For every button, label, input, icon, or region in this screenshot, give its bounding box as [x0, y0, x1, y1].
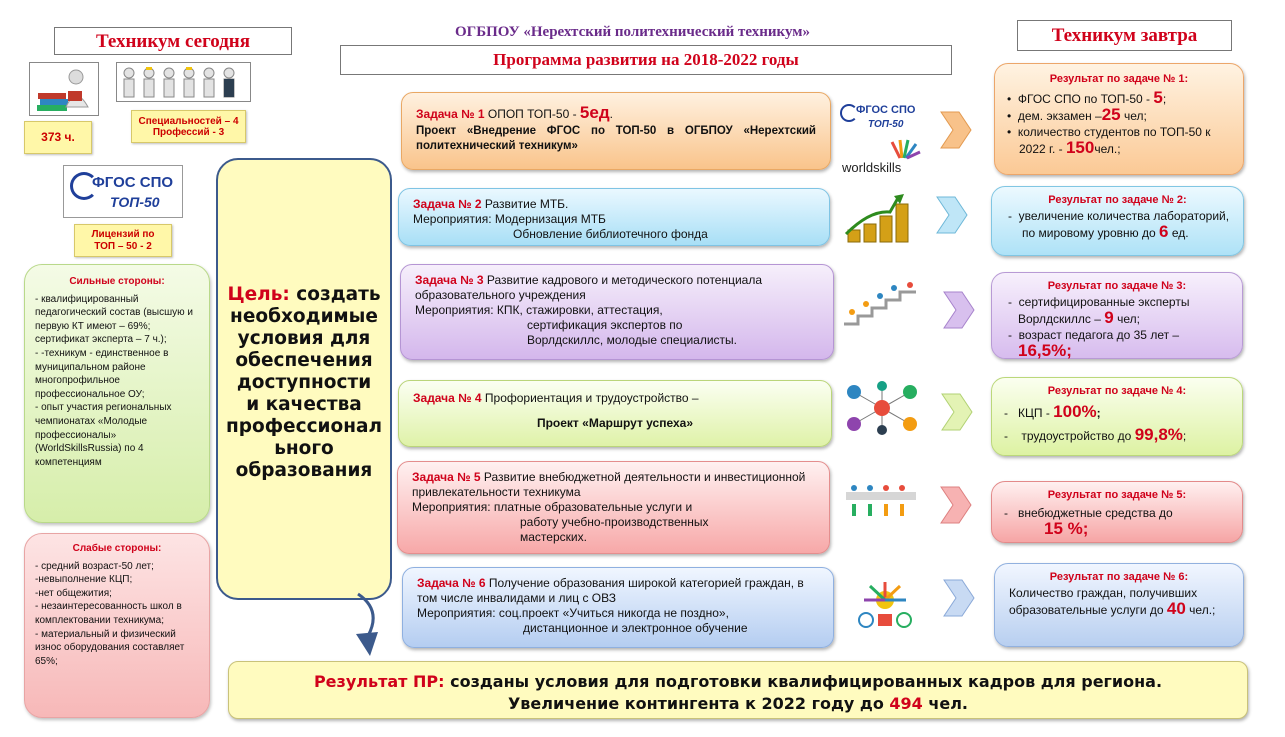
- puzzle-people-icon: [842, 482, 920, 522]
- task-line: Ворлдскиллс, молодые специалисты.: [527, 333, 737, 347]
- task-value: 5ед: [579, 103, 610, 122]
- weaknesses-panel: [24, 533, 210, 718]
- result-text: увеличение количества лабораторий, по мировому уровню до: [1018, 208, 1230, 240]
- result-tail: ед.: [1171, 226, 1189, 240]
- strength-item: - квалифицированный педагогический состав (высшую и первую КТ имеют – 69%; сертификат эксперта – 7 ч.);: [35, 293, 193, 346]
- task-label: Задача № 5: [412, 470, 481, 484]
- goal-line: необходимые: [230, 306, 378, 327]
- worldskills-text: worldskills: [842, 160, 902, 175]
- chevron-right-icon: [937, 485, 973, 525]
- task-line: Мероприятия: платные образовательные услуги и: [412, 500, 693, 514]
- result-1-box: Результат по задаче № 1: • ФГОС СПО по ТОП-50 - 5; • дем. экзамен –25 чел; • количество студентов по ТОП-50 к 2022 г. - 150чел.;: [994, 63, 1244, 175]
- result-2-box: Результат по задаче № 2: - увеличение количества лабораторий, по мировому уровню до 6 ед.: [991, 186, 1244, 256]
- chevron-right-icon: [940, 290, 976, 330]
- task-5-box: [397, 461, 830, 554]
- task-1-box: [401, 92, 831, 170]
- final-result-box: [228, 661, 1248, 719]
- task-tail: .: [609, 107, 613, 121]
- final-value: 494: [889, 694, 923, 713]
- strengths-panel: [24, 264, 210, 523]
- goal-line: ьного: [274, 438, 334, 459]
- result-tail: ;: [1096, 405, 1101, 420]
- workers-group-icon: [116, 62, 251, 102]
- worldskills-logo: [840, 138, 922, 176]
- result-tail: чел;: [1123, 109, 1147, 123]
- goal-to-result-arrow-icon: [330, 590, 390, 665]
- task-line: Мероприятия: соц.проект «Учиться никогда не поздно»,: [417, 606, 729, 620]
- licenses-line1: Лицензий по: [91, 229, 155, 240]
- result-value: 40: [1166, 599, 1186, 618]
- result-title: Результат по задаче № 3:: [1047, 280, 1187, 292]
- professions-count: Профессий - 3: [152, 127, 225, 138]
- chevron-right-icon: [938, 392, 974, 432]
- goal-line: доступности: [236, 372, 372, 393]
- weakness-item: - материальный и физический износ оборудования составляет 65%;: [35, 628, 185, 667]
- result-6-box: [994, 563, 1244, 647]
- weakness-item: - средний возраст-50 лет;: [35, 560, 154, 572]
- result-value: 6: [1159, 222, 1169, 241]
- licenses-badge: [74, 224, 172, 257]
- result-text: количество студентов по ТОП-50 к 2022 г. -: [1017, 124, 1211, 156]
- chevron-right-icon: [937, 110, 973, 150]
- task-title: Профориентация и трудоустройство –: [484, 391, 699, 405]
- result-value: 15 %;: [1044, 519, 1089, 538]
- fgos-top50-logo: [838, 100, 918, 138]
- result-title: Результат по задаче № 4:: [1047, 385, 1187, 397]
- task-label: Задача № 4: [413, 391, 482, 405]
- result-text: дем. экзамен –: [1017, 109, 1102, 123]
- goal-label: Цель:: [227, 284, 290, 305]
- task-title: Получение образования широкой категорией граждан, в том числе инвалидами и лиц с ОВЗ: [417, 576, 804, 605]
- result-text: трудоустройство до: [1021, 429, 1132, 443]
- students-count-badge: 373 ч.: [24, 121, 92, 154]
- weakness-item: -невыполнение КЦП;: [35, 574, 133, 586]
- task-line: мастерских.: [520, 530, 587, 544]
- final-line2-tail: чел.: [928, 694, 969, 713]
- task-title: ОПОП ТОП-50 -: [487, 107, 577, 121]
- goal-box: [216, 158, 392, 600]
- top50-logo-text: ТОП-50: [868, 119, 904, 130]
- result-value: 99,8%: [1134, 425, 1183, 444]
- result-value: 25: [1101, 105, 1121, 124]
- org-title: ОГБПОУ «Нерехтский политехнический техникум»: [454, 24, 811, 40]
- result-value: 150: [1065, 138, 1095, 157]
- goal-line: условия для: [237, 328, 371, 349]
- result-tail: ;: [1182, 429, 1187, 443]
- result-text: возраст педагога до 35 лет –: [1018, 327, 1180, 342]
- result-value: 100%: [1053, 401, 1097, 421]
- task-6-box: [402, 567, 834, 648]
- task-title: Развитие внебюджетной деятельности и инвестиционной привлекательности техникума: [412, 470, 806, 499]
- task-title: Развитие МТБ.: [484, 197, 569, 211]
- result-text: Количество граждан, получивших образовательные услуги до: [1009, 585, 1198, 617]
- fgos-logo-text: ФГОС СПО: [856, 104, 916, 116]
- strength-item: - опыт участия региональных чемпионатах «Молодые профессионалы» (WorldSkillsRussia) по 4 компетенциям: [35, 402, 172, 468]
- task-label: Задача № 2: [413, 197, 482, 211]
- task-4-box: [398, 380, 832, 447]
- weakness-item: -нет общежития;: [35, 587, 112, 599]
- top50-logo-text: ТОП-50: [110, 194, 160, 210]
- result-text: внебюджетные средства до: [1018, 505, 1173, 520]
- task-line: Мероприятия: КПК, стажировки, аттестация,: [415, 303, 663, 317]
- task-project: Проект «Внедрение ФГОС по ТОП-50 в ОГБПОУ «Нерехтский политехнический техникум»: [416, 125, 816, 152]
- result-text: ФГОС СПО по ТОП-50 -: [1017, 91, 1151, 106]
- result-value: 9: [1104, 308, 1114, 327]
- result-value: 5: [1153, 87, 1163, 107]
- fgos-logo-text: ФГОС СПО: [92, 174, 174, 191]
- final-line1: созданы условия для подготовки квалифицированных кадров для региона.: [450, 672, 1163, 691]
- result-value: 16,5%;: [1018, 341, 1072, 360]
- licenses-line2: ТОП – 50 - 2: [94, 241, 152, 252]
- goal-line: обеспечения: [235, 350, 373, 371]
- task-line: Мероприятия: Модернизация МТБ: [413, 212, 606, 226]
- goal-line: и качества: [246, 394, 362, 415]
- result-tail: чел;: [1117, 312, 1140, 326]
- task-label: Задача № 1: [416, 107, 485, 121]
- weaknesses-title: Слабые стороны:: [72, 543, 162, 554]
- goal-line: создать: [296, 284, 381, 305]
- goal-line: образования: [235, 460, 373, 481]
- result-tail: чел.;: [1094, 142, 1121, 156]
- task-line: Обновление библиотечного фонда: [513, 227, 708, 241]
- strengths-title: Сильные стороны:: [69, 276, 165, 287]
- task-label: Задача № 6: [417, 576, 486, 590]
- task-project: Проект «Маршрут успеха»: [536, 416, 694, 430]
- today-title: Техникум сегодня: [54, 27, 292, 55]
- growth-coins-icon: [840, 190, 920, 246]
- people-network-icon: [842, 380, 922, 436]
- result-text: сертифицированные эксперты Ворлдскиллс –: [1018, 294, 1190, 326]
- weakness-item: - незаинтересованность школ в комплектовании техникума;: [35, 601, 182, 626]
- result-text: КЦП -: [1018, 405, 1050, 420]
- specialties-badge: [131, 110, 246, 143]
- fgos-logo-left: [63, 165, 183, 218]
- worldskills-rays-icon: [840, 138, 922, 160]
- final-label: Результат ПР:: [313, 672, 445, 691]
- specialties-count: Специальностей – 4: [138, 116, 239, 127]
- chevron-right-icon: [940, 578, 976, 618]
- chevron-right-icon: [933, 195, 969, 235]
- inclusive-education-icon: [848, 580, 922, 630]
- task-line: сертификация экспертов по: [527, 318, 683, 332]
- result-title: Результат по задаче № 5:: [1047, 489, 1187, 501]
- result-5-box: Результат по задаче № 5: - внебюджетные средства до 15 %;: [991, 481, 1243, 543]
- result-title: Результат по задаче № 2:: [1048, 194, 1187, 206]
- result-4-box: Результат по задаче № 4: - КЦП - 100%; - трудоустройство до 99,8%;: [991, 377, 1243, 456]
- strength-item: - -техникум - единственное в муниципальном районе многопрофильное профессиональное ОУ;: [35, 347, 169, 400]
- task-2-box: [398, 188, 830, 246]
- result-title: Результат по задаче № 6:: [1049, 571, 1189, 583]
- final-line2-text: Увеличение контингента к 2022 году до: [507, 694, 884, 713]
- result-tail: ;: [1162, 91, 1167, 106]
- result-tail: чел.;: [1189, 603, 1216, 617]
- student-reading-icon: [29, 62, 99, 116]
- task-line: работу учебно-производственных: [520, 515, 709, 529]
- result-title: Результат по задаче № 1:: [1049, 73, 1189, 85]
- tomorrow-title: Техникум завтра: [1017, 20, 1232, 51]
- task-title: Развитие кадрового и методического потенциала образовательного учреждения: [415, 273, 763, 302]
- task-label: Задача № 3: [415, 273, 484, 287]
- stairs-people-icon: [840, 282, 920, 328]
- result-3-box: Результат по задаче № 3: - сертифицированные эксперты Ворлдскиллс – 9 чел; - возраст педагога до 35 лет – 16,5%;: [991, 272, 1243, 359]
- goal-line: профессионал: [225, 416, 383, 437]
- task-3-box: [400, 264, 834, 360]
- program-title: Программа развития на 2018-2022 годы: [340, 45, 952, 75]
- task-line: дистанционное и электронное обучение: [523, 621, 748, 635]
